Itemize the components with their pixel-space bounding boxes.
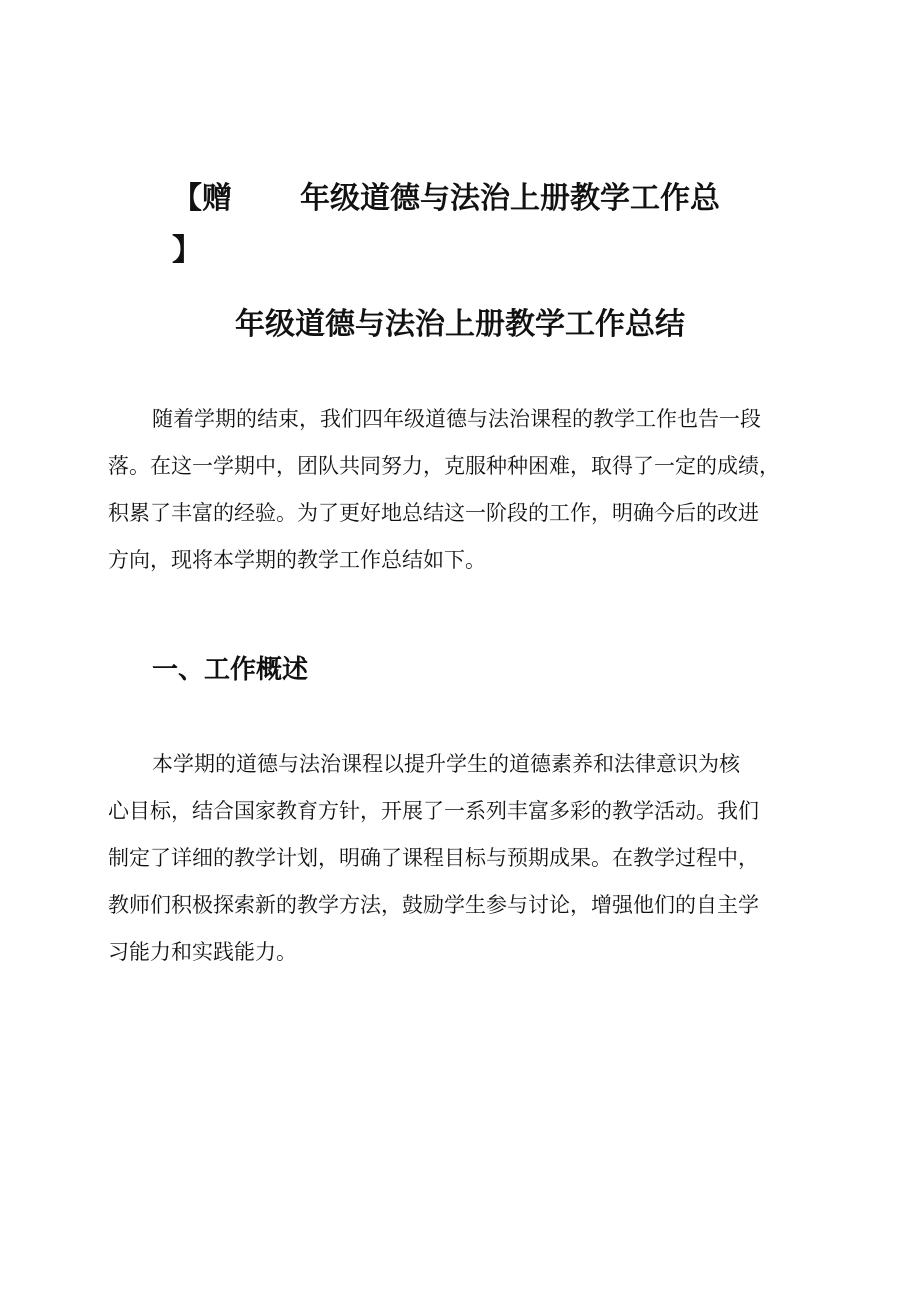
intro-paragraph	[108, 396, 830, 584]
section-paragraph	[108, 741, 830, 976]
paragraph-line: 积累了丰富的经验。为了更好地总结这一阶段的工作，明确今后的改进	[108, 501, 759, 525]
section-heading: 一、工作概述	[152, 655, 309, 685]
paragraph-line: 随着学期的结束，我们四年级道德与法治课程的教学工作也告一段	[152, 407, 761, 431]
paragraph-line: 本学期的道德与法治课程以提升学生的道德素养和法律意识为核	[152, 752, 740, 776]
main-title: 年级道德与法治上册教学工作总结	[235, 307, 685, 342]
paragraph-line: 落。在这一学期中，团队共同努力，克服种种困难，取得了一定的成绩，	[108, 454, 780, 478]
paragraph-line: 教师们积极探索新的教学方法，鼓励学生参与讨论，增强他们的自主学	[108, 893, 759, 917]
top-title-open-bracket: 【赠	[172, 181, 232, 216]
top-title-text: 年级道德与法治上册教学工作总	[300, 181, 720, 216]
top-title-close-bracket: 】	[172, 233, 202, 268]
paragraph-line: 心目标，结合国家教育方针，开展了一系列丰富多彩的教学活动。我们	[108, 799, 759, 823]
paragraph-line: 制定了详细的教学计划，明确了课程目标与预期成果。在教学过程中，	[108, 846, 759, 870]
paragraph-line: 方向，现将本学期的教学工作总结如下。	[108, 548, 486, 572]
paragraph-line: 习能力和实践能力。	[108, 940, 297, 964]
